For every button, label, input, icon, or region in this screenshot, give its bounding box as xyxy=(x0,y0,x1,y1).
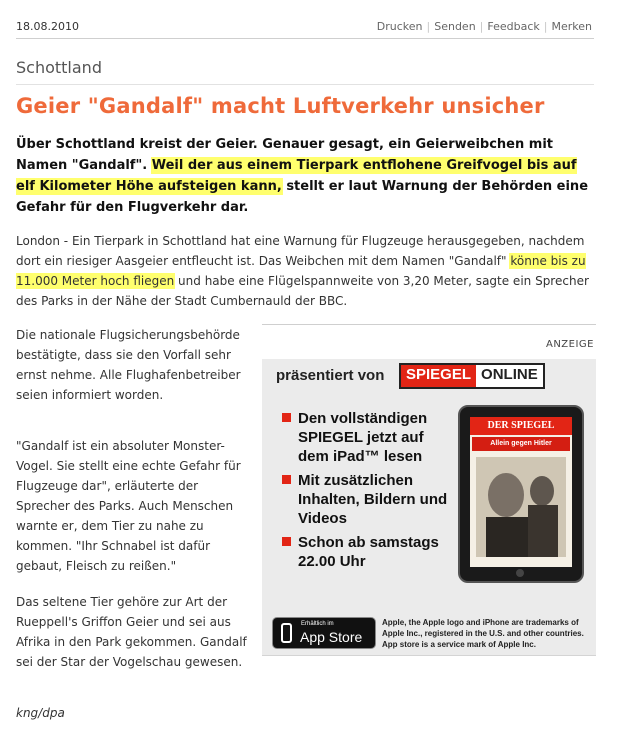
separator: | xyxy=(543,20,548,33)
feature-text: Schon ab samstags 22.00 Uhr xyxy=(298,534,439,570)
lead-highlight: Weil der aus einem Tierpark entflohene Greifvogel bis auf elf Kilometer Höhe aufsteigen kann, xyxy=(16,158,577,194)
feature-text: Den vollständigen SPIEGEL jetzt auf dem iPad™ lesen xyxy=(298,410,428,465)
lead-text-end: stellt er laut Warnung der Behörden eine Gefahr für den Flugverkehr dar. xyxy=(16,179,589,215)
feedback-link[interactable]: Feedback xyxy=(487,20,540,33)
body-paragraph-3: "Gandalf ist ein absoluter Monster-Vogel. Sie stellt eine echte Gefahr für Flugzeuge dar", erläuterte der Sprecher des Parks. Auch Menschen warnte er, dem Tier zu nahe zu kommen. "Ihr Schnabel ist dafür gebaut, Fleisch zu reißen." xyxy=(16,439,241,573)
article-actions xyxy=(377,20,592,33)
magazine-cover xyxy=(470,417,572,567)
headline: Geier "Gandalf" macht Luftverkehr unsicher xyxy=(16,94,545,118)
bullet-icon xyxy=(282,413,291,422)
ad-feature xyxy=(282,409,450,466)
paragraph-highlight: könne bis zu 11.000 Meter hoch fliegen xyxy=(16,254,586,288)
appstore-caption: Erhältlich im xyxy=(301,621,334,627)
send-link[interactable]: Senden xyxy=(434,20,476,33)
ad-presents-text: präsentiert von xyxy=(276,367,385,384)
bullet-icon xyxy=(282,475,291,484)
appstore-label: App Store xyxy=(300,629,363,645)
paragraph-text: London - Ein Tierpark in Schottland hat eine Warnung für Flugzeuge herausgegeben, nachdem dort ein riesiger Aasgeier entfleucht ist. Das Weibchen mit dem Namen "Gandalf" xyxy=(16,234,585,268)
separator: | xyxy=(479,20,484,33)
paragraph-text-end: und habe eine Flügelspannweite von 3,20 Meter, sagte ein Sprecher des Parks in der Nähe der Stadt Cumbernauld der BBC. xyxy=(16,274,589,308)
body-paragraph-2: Die nationale Flugsicherungsbehörde bestätigte, dass sie den Vorfall sehr ernst nehme. Alle Flughafenbetreiber seien informiert worden. xyxy=(16,328,241,402)
article-date: 18.08.2010 xyxy=(16,20,79,33)
ad-banner[interactable] xyxy=(262,359,596,656)
body-paragraph-4: Das seltene Tier gehöre zur Art der Rueppell's Griffon Geier und sei aus Afrika in den Park gekommen. Gandalf sei der Star der Vogelschau gewesen. xyxy=(16,595,247,669)
ad-feature xyxy=(282,471,450,528)
cover-portrait-image xyxy=(476,457,566,557)
bullet-icon xyxy=(282,537,291,546)
bookmark-link[interactable]: Merken xyxy=(551,20,592,33)
ad-disclaimer: Apple, the Apple logo and iPhone are trademarks of Apple Inc., registered in the U.S. and other countries. App store is a service mark of Apple Inc. xyxy=(382,618,584,649)
lead-text: Über Schottland kreist der Geier. Genauer gesagt, ein Geierweibchen mit Namen "Gandalf". xyxy=(16,137,553,173)
ad-label: ANZEIGE xyxy=(545,339,594,350)
separator: | xyxy=(426,20,431,33)
print-link[interactable]: Drucken xyxy=(376,20,423,33)
magazine-title: DER SPIEGEL xyxy=(470,417,572,435)
section-title: Schottland xyxy=(16,58,594,85)
ad-feature xyxy=(282,533,450,571)
magazine-cover-line: Allein gegen Hitler xyxy=(472,437,570,451)
lead-paragraph xyxy=(16,134,596,218)
advertisement[interactable] xyxy=(262,324,596,655)
ipad-image xyxy=(458,405,584,583)
byline: kng/dpa xyxy=(16,706,65,720)
article-toolbar xyxy=(16,14,594,39)
spiegel-online-logo xyxy=(399,363,545,389)
logo-online: ONLINE xyxy=(476,365,543,387)
feature-text: Mit zusätzlichen Inhalten, Bildern und Videos xyxy=(298,472,448,527)
app-store-button[interactable] xyxy=(272,617,376,649)
ipad-home-button xyxy=(516,569,524,577)
body-paragraph-1 xyxy=(16,231,598,311)
ad-feature-list xyxy=(282,409,450,576)
iphone-icon xyxy=(281,623,292,643)
logo-spiegel: SPIEGEL xyxy=(401,365,476,387)
